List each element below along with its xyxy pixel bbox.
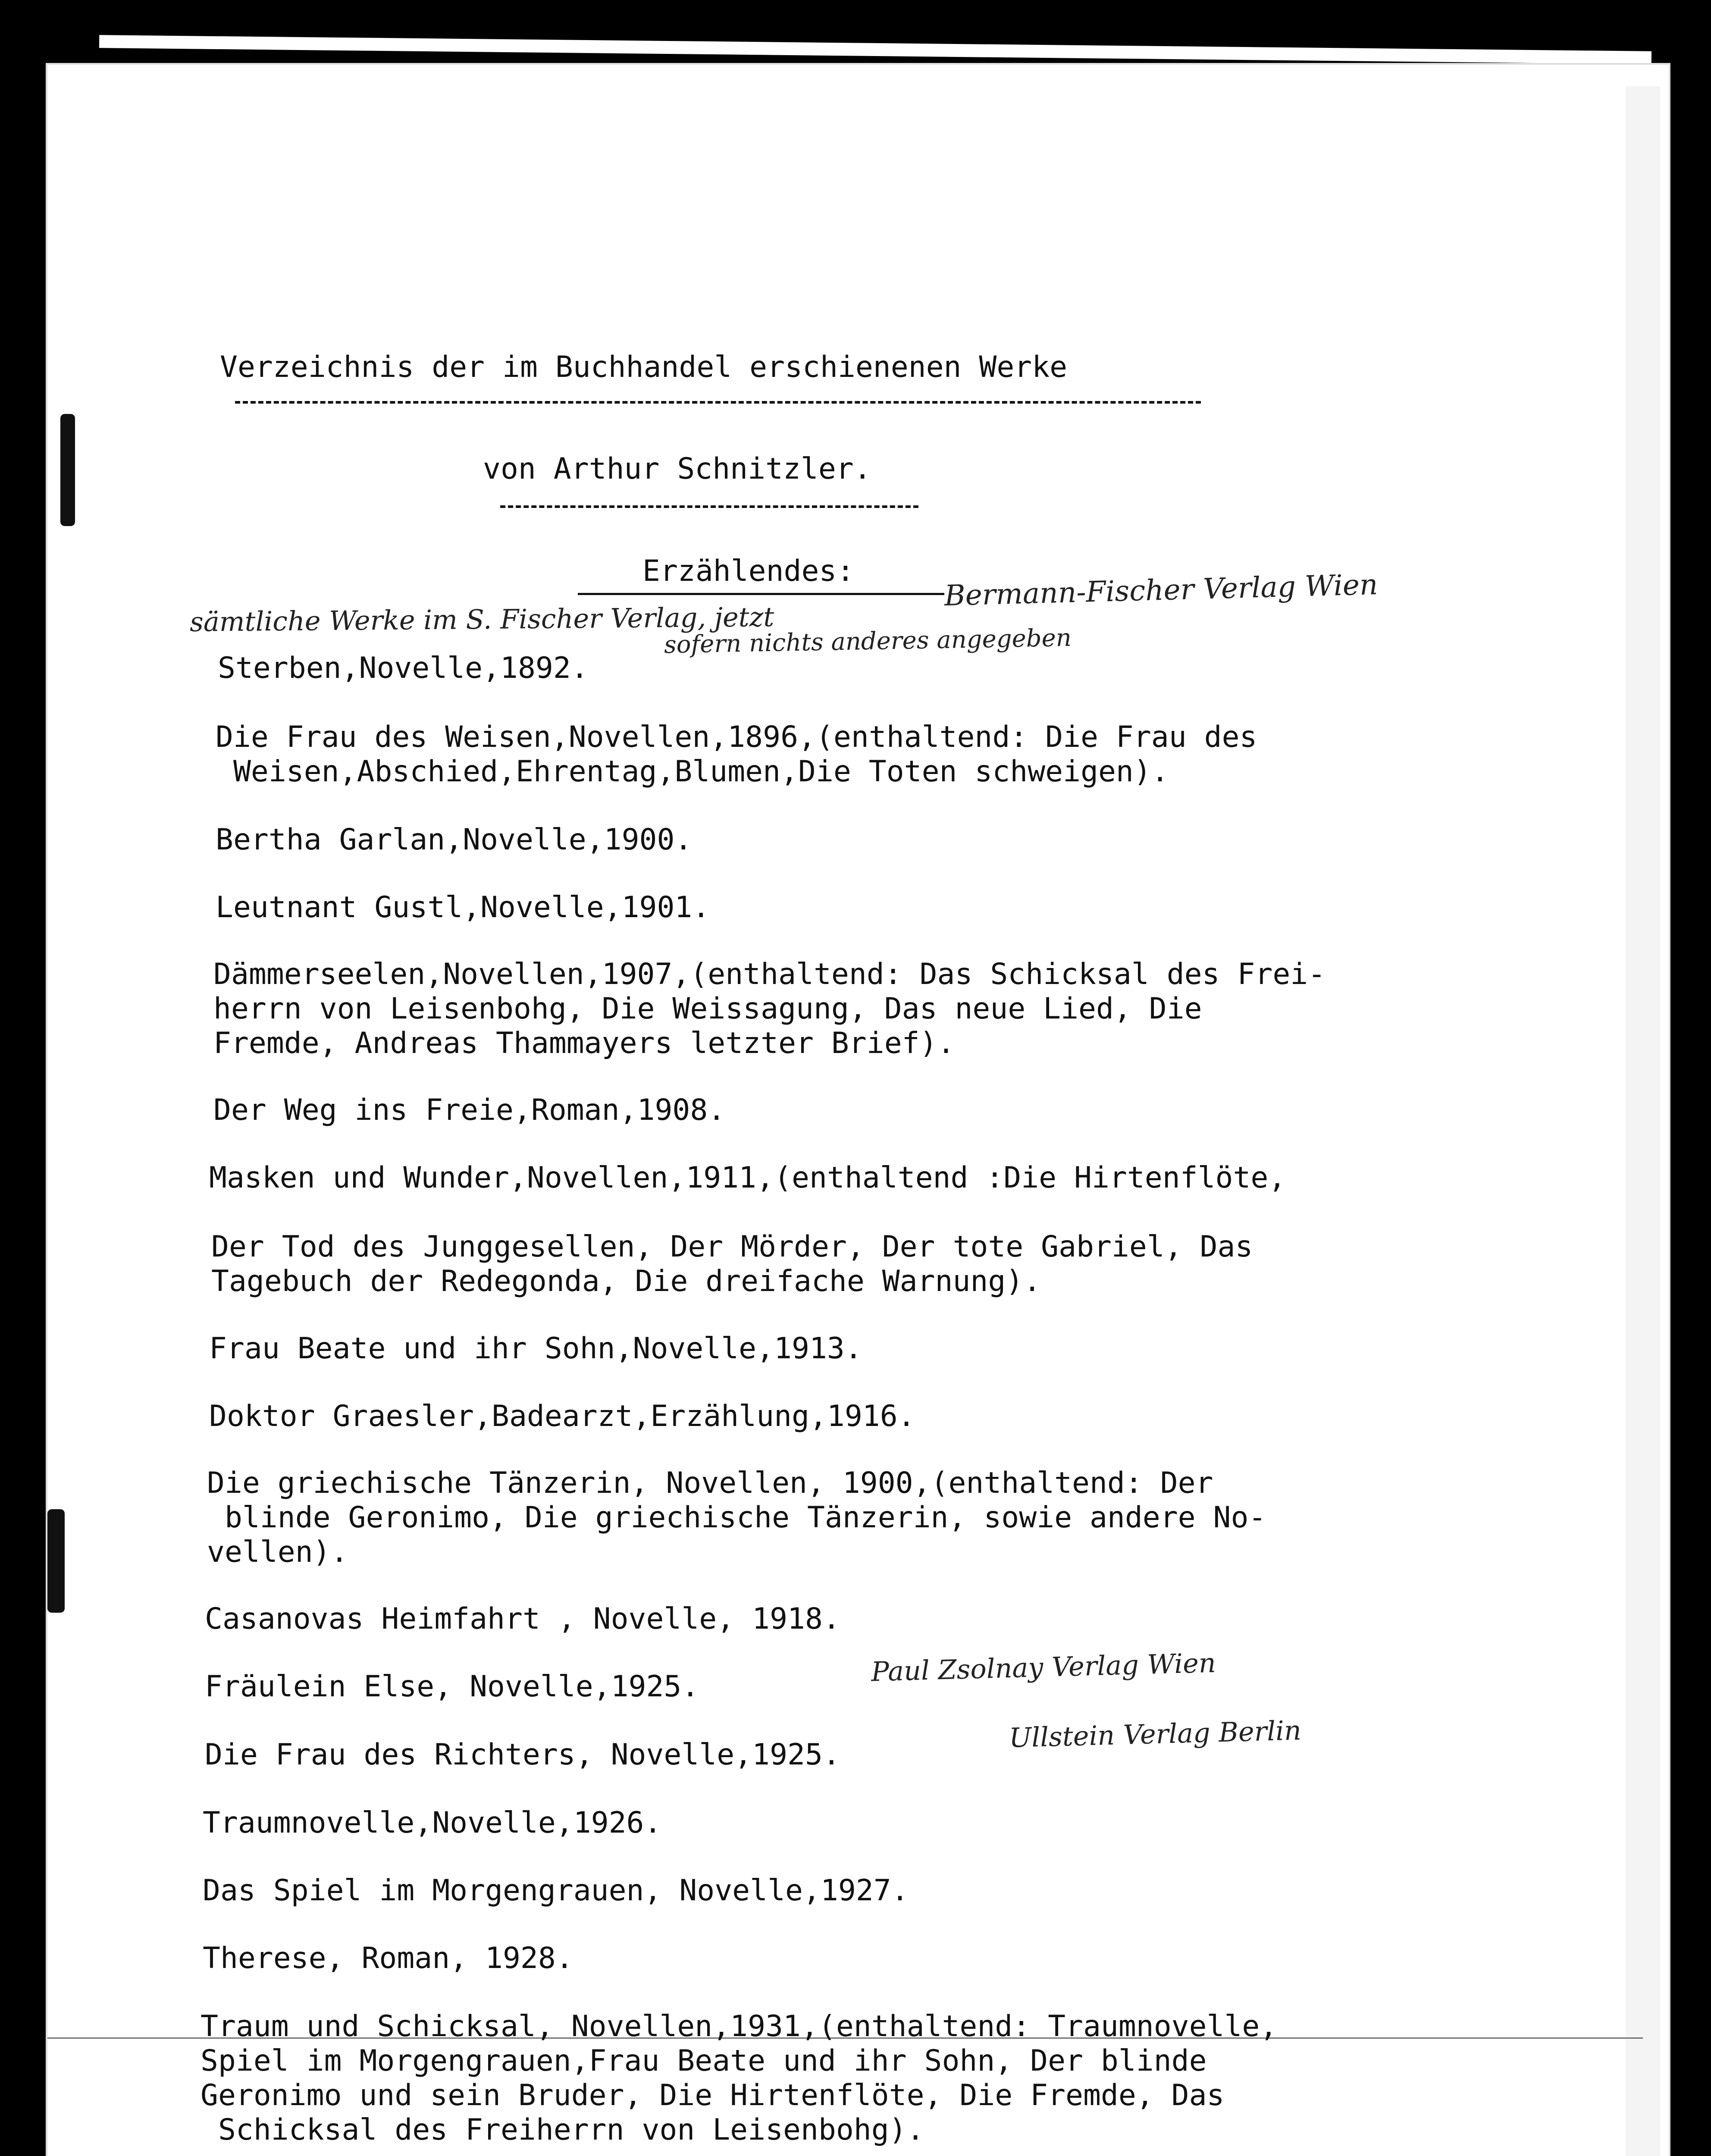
entry-leutnant-gustl: Leutnant Gustl,Novelle,1901.: [216, 890, 710, 924]
binder-clip-top: [60, 414, 75, 526]
handwritten-note-publisher-name: Bermann-Fischer Verlag Wien: [944, 567, 1379, 613]
entry-traum-und-schicksal-line1: Traum und Schicksal, Novellen,1931,(enthaltend: Traumnovelle,: [201, 2009, 1278, 2043]
entry-fraeulein-else: Fräulein Else, Novelle,1925.: [205, 1670, 699, 1704]
binder-clip-bottom: [47, 1509, 65, 1613]
entry-bertha-garlan: Bertha Garlan,Novelle,1900.: [216, 823, 693, 857]
paper-edge-top: [99, 35, 1651, 64]
handwritten-note-zsolnay: Paul Zsolnay Verlag Wien: [871, 1647, 1216, 1688]
entry-griechische-taenzerin-line3: vellen).: [207, 1535, 348, 1569]
entry-frau-des-weisen-line1: Die Frau des Weisen,Novellen,1896,(enthaltend: Die Frau des: [216, 720, 1257, 754]
entry-traum-und-schicksal-line4: Schicksal des Freiherrn von Leisenbohg).: [201, 2113, 924, 2147]
entry-daemmerseelen-line1: Dämmerseelen,Novellen,1907,(enthaltend: Das Schicksal des Frei-: [213, 957, 1326, 991]
handwritten-note-publisher: sämtliche Werke im S. Fischer Verlag, jetzt: [189, 601, 774, 638]
entry-tod-des-junggesellen-line2: Tagebuch der Redegonda, Die dreifache Warnung).: [211, 1264, 1041, 1298]
entry-frau-des-richters: Die Frau des Richters, Novelle,1925.: [205, 1738, 840, 1772]
entry-daemmerseelen-line2: herrn von Leisenbohg, Die Weissagung, Das neue Lied, Die: [213, 992, 1202, 1026]
handwritten-note-ullstein: Ullstein Verlag Berlin: [1009, 1714, 1302, 1754]
author-underline: [500, 505, 918, 508]
author-line: von Arthur Schnitzler.: [483, 452, 871, 486]
entry-tod-des-junggesellen-line1: Der Tod des Junggesellen, Der Mörder, Der tote Gabriel, Das: [211, 1230, 1253, 1264]
entry-weg-ins-freie: Der Weg ins Freie,Roman,1908.: [213, 1093, 726, 1127]
handwritten-note-unless-stated: sofern nichts anderes angegeben: [664, 624, 1072, 659]
entry-traum-und-schicksal-line2: Spiel im Morgengrauen,Frau Beate und ihr Sohn, Der blinde: [201, 2044, 1207, 2078]
entry-traum-und-schicksal-line3: Geronimo und sein Bruder, Die Hirtenflöte, Die Fremde, Das: [201, 2078, 1225, 2112]
entry-casanovas-heimfahrt: Casanovas Heimfahrt , Novelle, 1918.: [205, 1602, 840, 1636]
entry-spiel-im-morgengrauen: Das Spiel im Morgengrauen, Novelle,1927.: [203, 1874, 909, 1908]
entry-therese: Therese, Roman, 1928.: [203, 1941, 573, 1975]
entry-griechische-taenzerin-line2: blinde Geronimo, Die griechische Tänzerin, sowie andere No-: [207, 1501, 1266, 1535]
section-heading-underline: [578, 593, 944, 595]
section-heading: Erzählendes:: [642, 554, 855, 588]
entry-traumnovelle: Traumnovelle,Novelle,1926.: [203, 1806, 662, 1840]
entry-frau-beate: Frau Beate und ihr Sohn,Novelle,1913.: [209, 1332, 862, 1366]
entry-doktor-graesler: Doktor Graesler,Badearzt,Erzählung,1916.: [209, 1399, 915, 1433]
entry-frau-des-weisen-line2: Weisen,Abschied,Ehrentag,Blumen,Die Toten schweigen).: [216, 755, 1169, 789]
paper-edge-right: [1626, 86, 1660, 2156]
entry-griechische-taenzerin-line1: Die griechische Tänzerin, Novellen, 1900,(enthaltend: Der: [207, 1466, 1213, 1500]
entry-masken-und-wunder: Masken und Wunder,Novellen,1911,(enthaltend :Die Hirtenflöte,: [209, 1161, 1286, 1195]
title-underline: [235, 401, 1201, 404]
entry-daemmerseelen-line3: Fremde, Andreas Thammayers letzter Brief).: [213, 1026, 955, 1060]
page-fold-line: [47, 2037, 1643, 2039]
entry-sterben: Sterben,Novelle,1892.: [218, 651, 589, 685]
document-title: Verzeichnis der im Buchhandel erschienenen Werke: [220, 350, 1068, 384]
